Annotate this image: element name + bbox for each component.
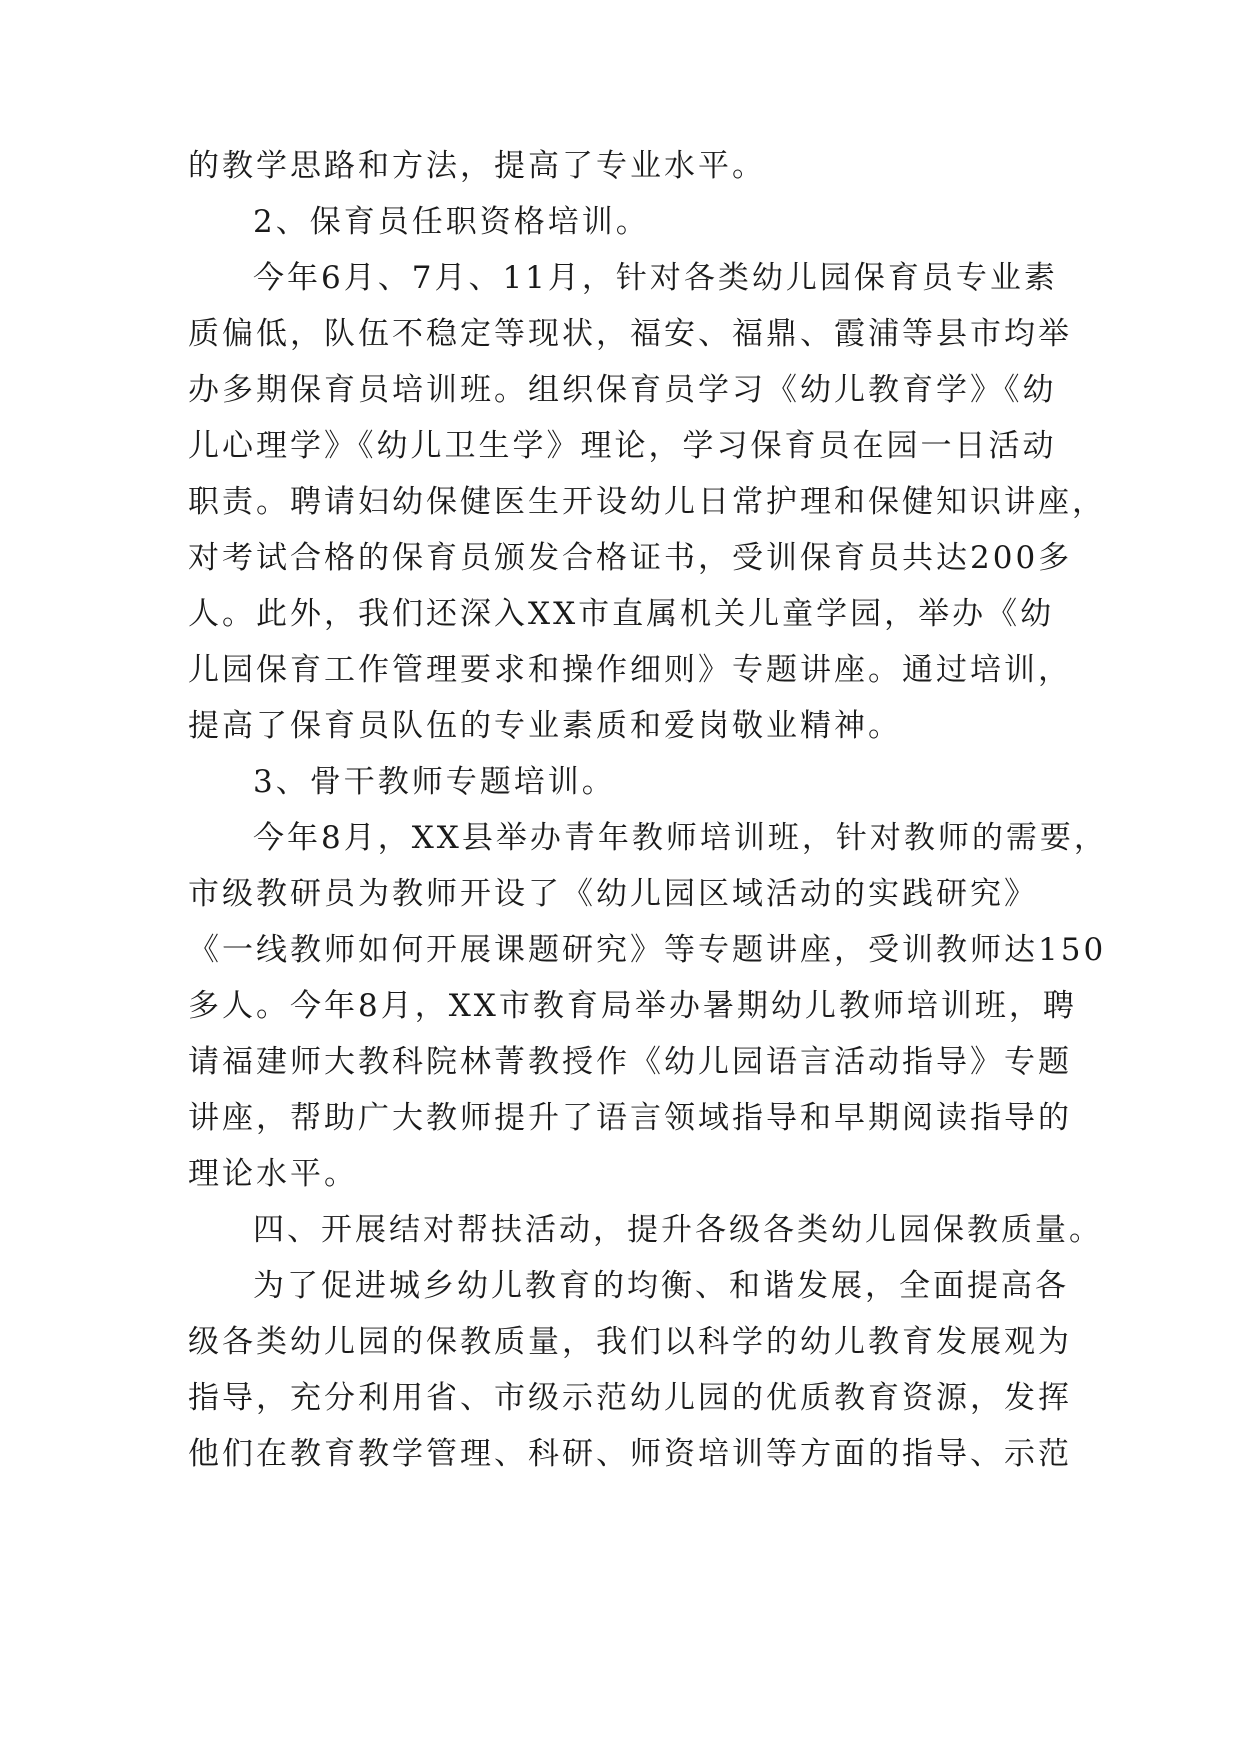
paragraph-line: 人。此外，我们还深入XX市直属机关儿童学园，举办《幼 xyxy=(188,596,1055,632)
paragraph-line: 级各类幼儿园的保教质量，我们以科学的幼儿教育发展观为 xyxy=(188,1324,1072,1360)
paragraph-line: 办多期保育员培训班。组织保育员学习《幼儿教育学》《幼 xyxy=(188,372,1057,408)
paragraph-line: 理论水平。 xyxy=(188,1156,358,1192)
section-heading-3: 3、骨干教师专题培训。 xyxy=(253,764,616,800)
paragraph-line: 请福建师大教科院林菁教授作《幼儿园语言活动指导》专题 xyxy=(188,1044,1072,1080)
paragraph-line: 多人。今年8月，XX市教育局举办暑期幼儿教师培训班，聘 xyxy=(188,988,1077,1024)
paragraph-line: 市级教研员为教师开设了《幼儿园区域活动的实践研究》 xyxy=(188,876,1038,912)
paragraph-line: 《一线教师如何开展课题研究》等专题讲座，受训教师达150 xyxy=(188,932,1107,968)
section-heading-2: 2、保育员任职资格培训。 xyxy=(253,204,650,240)
text-line-1: 的教学思路和方法，提高了专业水平。 xyxy=(188,148,766,184)
paragraph-line: 今年6月、7月、11月，针对各类幼儿园保育员专业素 xyxy=(253,260,1058,296)
section-heading-4: 四、开展结对帮扶活动，提升各级各类幼儿园保教质量。 xyxy=(253,1212,1103,1248)
paragraph-line: 质偏低，队伍不稳定等现状，福安、福鼎、霞浦等县市均举 xyxy=(188,316,1072,352)
paragraph-line: 为了促进城乡幼儿教育的均衡、和谐发展，全面提高各 xyxy=(253,1268,1069,1304)
paragraph-line: 提高了保育员队伍的专业素质和爱岗敬业精神。 xyxy=(188,708,902,744)
paragraph-line: 儿心理学》《幼儿卫生学》理论，学习保育员在园一日活动 xyxy=(188,428,1057,464)
paragraph-line: 职责。聘请妇幼保健医生开设幼儿日常护理和保健知识讲座， xyxy=(188,484,1106,520)
paragraph-line: 他们在教育教学管理、科研、师资培训等方面的指导、示范 xyxy=(188,1436,1072,1472)
paragraph-line: 儿园保育工作管理要求和操作细则》专题讲座。通过培训， xyxy=(188,652,1072,688)
paragraph-line: 今年8月，XX县举办青年教师培训班，针对教师的需要， xyxy=(253,820,1108,856)
paragraph-line: 对考试合格的保育员颁发合格证书，受训保育员共达200多 xyxy=(188,540,1073,576)
paragraph-line: 讲座，帮助广大教师提升了语言领域指导和早期阅读指导的 xyxy=(188,1100,1072,1136)
paragraph-line: 指导，充分利用省、市级示范幼儿园的优质教育资源，发挥 xyxy=(188,1380,1072,1416)
